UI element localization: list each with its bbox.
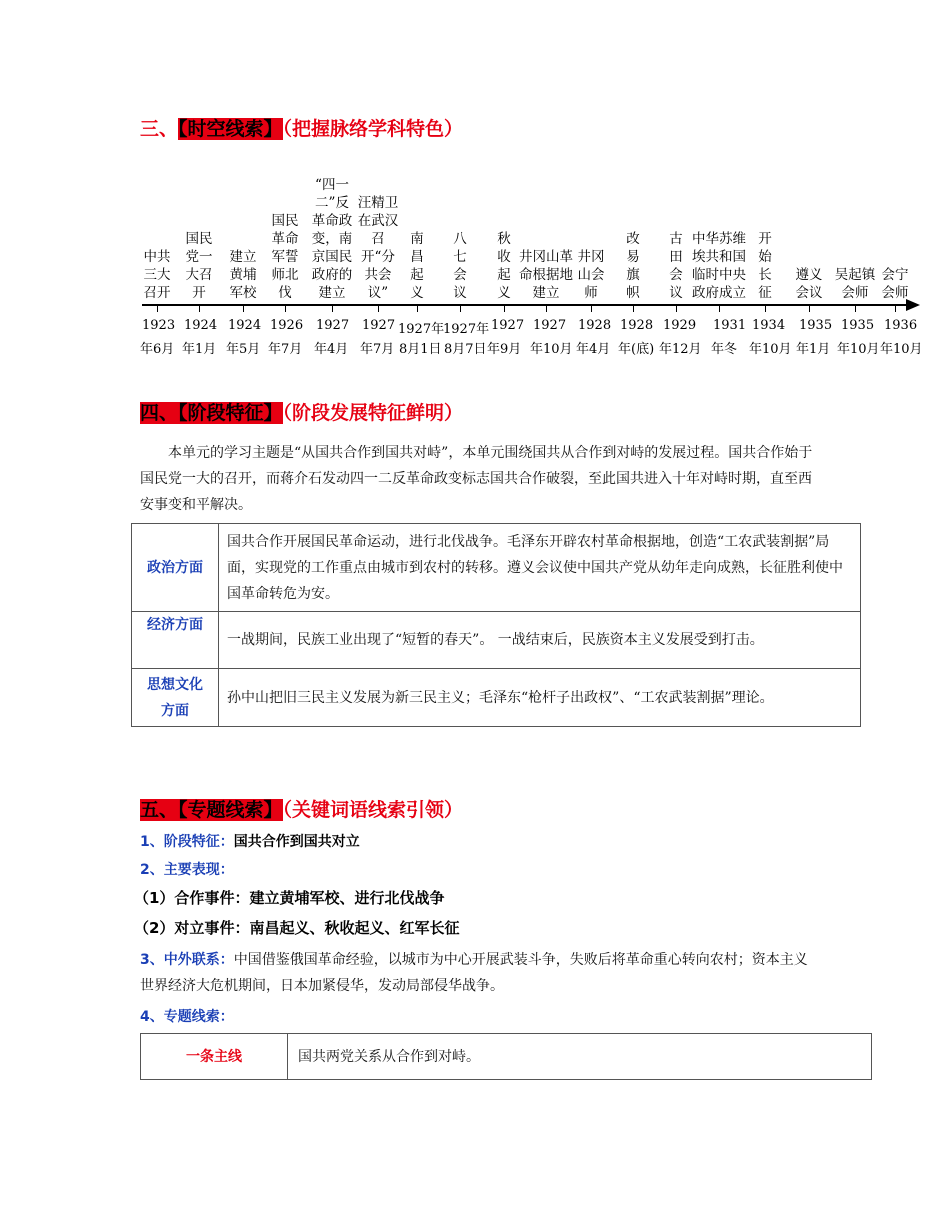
timeline-month: 年10月 — [749, 342, 792, 357]
timeline-axis — [142, 304, 910, 306]
timeline-year: 1929 — [663, 318, 697, 333]
timeline-year: 1927年 — [398, 322, 445, 337]
timeline-tick — [157, 305, 158, 312]
timeline-tick — [895, 305, 896, 312]
category-cell: 思想文化方面 — [132, 669, 219, 727]
table-row — [132, 524, 861, 612]
timeline-tick — [243, 305, 244, 312]
timeline-month: 年5月 — [226, 342, 261, 357]
timeline-event: 中华苏维埃共和国临时中央政府成立 — [692, 231, 746, 301]
timeline-month: 8月7日 — [444, 342, 487, 357]
timeline-event: 开始长征 — [758, 231, 772, 301]
section4-prefix: 四、 — [140, 402, 179, 424]
content-cell: 一战期间，民族工业出现了“短暂的春天”。 一战结束后，民族资本主义发展受到打击。 — [219, 612, 861, 669]
timeline-event: 井冈山革命根据地建立 — [519, 249, 573, 301]
section5-suffix: （关键词语线索引领） — [282, 799, 464, 821]
item3-text: 中国借鉴俄国革命经验，以城市为中心开展武装斗争，失败后将革命重心转向农村；资本主义世界经济大危机期间，日本加紧侵华，发动局部侵华战争。 — [140, 952, 808, 994]
timeline-year: 1927 — [533, 318, 567, 333]
timeline-tick — [719, 305, 720, 312]
item2-label: 2、主要表现： — [140, 862, 234, 878]
section4-suffix: （阶段发展特征鲜明） — [282, 402, 464, 424]
timeline-tick — [633, 305, 634, 312]
timeline-tick — [676, 305, 677, 312]
sub-item-confrontation: （2）对立事件：南昌起义、秋收起义、红军长征 — [134, 919, 460, 937]
section5-tag: 【专题线索】 — [178, 799, 283, 821]
section3-prefix: 三、 — [140, 118, 179, 140]
timeline-year: 1927年 — [443, 322, 490, 337]
timeline-year: 1926 — [270, 318, 304, 333]
content-cell: 孙中山把旧三民主义发展为新三民主义；毛泽东“枪杆子出政权”、“工农武装割据”理论。 — [219, 669, 861, 727]
section3-tag: 【时空线索】 — [178, 118, 283, 140]
section5-prefix: 五、 — [140, 799, 179, 821]
timeline-event: 建立黄埔军校 — [229, 249, 257, 301]
item3 — [140, 947, 808, 999]
timeline-year: 1924 — [184, 318, 218, 333]
timeline-year: 1935 — [799, 318, 833, 333]
timeline-tick — [199, 305, 200, 312]
timeline-month: 年1月 — [796, 342, 831, 357]
timeline-year: 1928 — [620, 318, 654, 333]
timeline-event: 遵义会议 — [795, 267, 823, 301]
timeline-tick — [417, 305, 418, 312]
timeline-month: 年12月 — [659, 342, 702, 357]
timeline-year: 1927 — [316, 318, 350, 333]
timeline-month: 年10月 — [880, 342, 923, 357]
item3-label: 3、中外联系： — [140, 952, 234, 968]
sub-item-cooperation: （1）合作事件：建立黄埔军校、进行北伐战争 — [134, 889, 445, 907]
section4-paragraph: 本单元的学习主题是“从国共合作到国共对峙”，本单元围绕国共从合作到对峙的发展过程。国共合作始于国民党一大的召开，而蒋介石发动四一二反革命政变标志国共合作破裂，至此国共进入十年对峙时期，直至西安事变和平解决。 — [140, 445, 813, 513]
timeline-tick — [546, 305, 547, 312]
category-cell: 政治方面 — [132, 524, 219, 612]
timeline-event: 国民党一大召开 — [185, 231, 213, 301]
timeline-tick — [332, 305, 333, 312]
timeline-tick — [855, 305, 856, 312]
stage-features-table — [131, 523, 861, 727]
timeline-year: 1924 — [228, 318, 262, 333]
timeline-year: 1928 — [578, 318, 612, 333]
timeline-month: 年4月 — [314, 342, 349, 357]
item1 — [140, 831, 360, 851]
timeline-tick — [378, 305, 379, 312]
timeline-month: 年10月 — [530, 342, 573, 357]
section5-heading — [140, 795, 463, 822]
timeline-event: 古田会议 — [669, 231, 683, 301]
timeline-month: 年冬 — [711, 342, 738, 357]
table-row — [132, 669, 861, 727]
section3-suffix: （把握脉络学科特色） — [282, 118, 464, 140]
timeline-month: 年1月 — [182, 342, 217, 357]
timeline-tick — [504, 305, 505, 312]
main-thread-label: 一条主线 — [141, 1034, 288, 1080]
timeline-event: 南昌起义 — [410, 231, 424, 301]
section4-heading — [140, 398, 463, 425]
table-row — [132, 612, 861, 669]
timeline-month: 年7月 — [268, 342, 303, 357]
timeline-month: 8月1日 — [399, 342, 442, 357]
timeline-tick — [285, 305, 286, 312]
content-cell: 国共合作开展国民革命运动，进行北伐战争。毛泽东开辟农村革命根据地，创造“工农武装割据”局面，实现党的工作重点由城市到农村的转移。遵义会议使中国共产党从幼年走向成熟，长征胜利使中国革命转危为安。 — [219, 524, 861, 612]
timeline-tick — [809, 305, 810, 312]
timeline-month: 年7月 — [360, 342, 395, 357]
category-cell: 经济方面 — [132, 612, 219, 669]
timeline-month: 年10月 — [837, 342, 880, 357]
timeline-month: 年9月 — [487, 342, 522, 357]
timeline-event: 吴起镇会师 — [834, 267, 876, 301]
timeline-event: 八七会议 — [453, 231, 467, 301]
item1-text: 国共合作到国共对立 — [233, 834, 360, 850]
table-row — [141, 1034, 872, 1080]
timeline-event: 秋收起义 — [497, 231, 511, 301]
timeline-year: 1931 — [713, 318, 747, 333]
timeline-year: 1935 — [841, 318, 875, 333]
section4-tag: 【阶段特征】 — [178, 402, 283, 424]
timeline-year: 1927 — [491, 318, 525, 333]
timeline-month: 年(底) — [618, 342, 655, 357]
item1-label: 1、阶段特征： — [140, 834, 234, 850]
timeline-year: 1936 — [884, 318, 918, 333]
item4-label: 4、专题线索： — [140, 1009, 234, 1025]
timeline-year: 1923 — [142, 318, 176, 333]
timeline-event: 国民革命军誓师北伐 — [271, 213, 299, 301]
timeline-event: 会宁会师 — [881, 267, 909, 301]
timeline-month: 年4月 — [576, 342, 611, 357]
section3-heading — [140, 114, 463, 141]
timeline-year: 1927 — [362, 318, 396, 333]
timeline-tick — [591, 305, 592, 312]
timeline-event: 井冈山会师 — [577, 249, 605, 301]
timeline-event: 改易旗帜 — [626, 231, 640, 301]
thread-table — [140, 1033, 872, 1080]
timeline-year: 1934 — [752, 318, 786, 333]
timeline-event: 汪精卫在武汉召开“分共会议” — [357, 195, 399, 301]
timeline-month: 年6月 — [140, 342, 175, 357]
timeline-tick — [460, 305, 461, 312]
timeline-event: “四一二”反革命政变，南京国民政府的建立 — [311, 177, 353, 301]
main-thread-text: 国共两党关系从合作到对峙。 — [288, 1034, 872, 1080]
timeline-tick — [765, 305, 766, 312]
timeline-event: 中共三大召开 — [143, 249, 171, 301]
